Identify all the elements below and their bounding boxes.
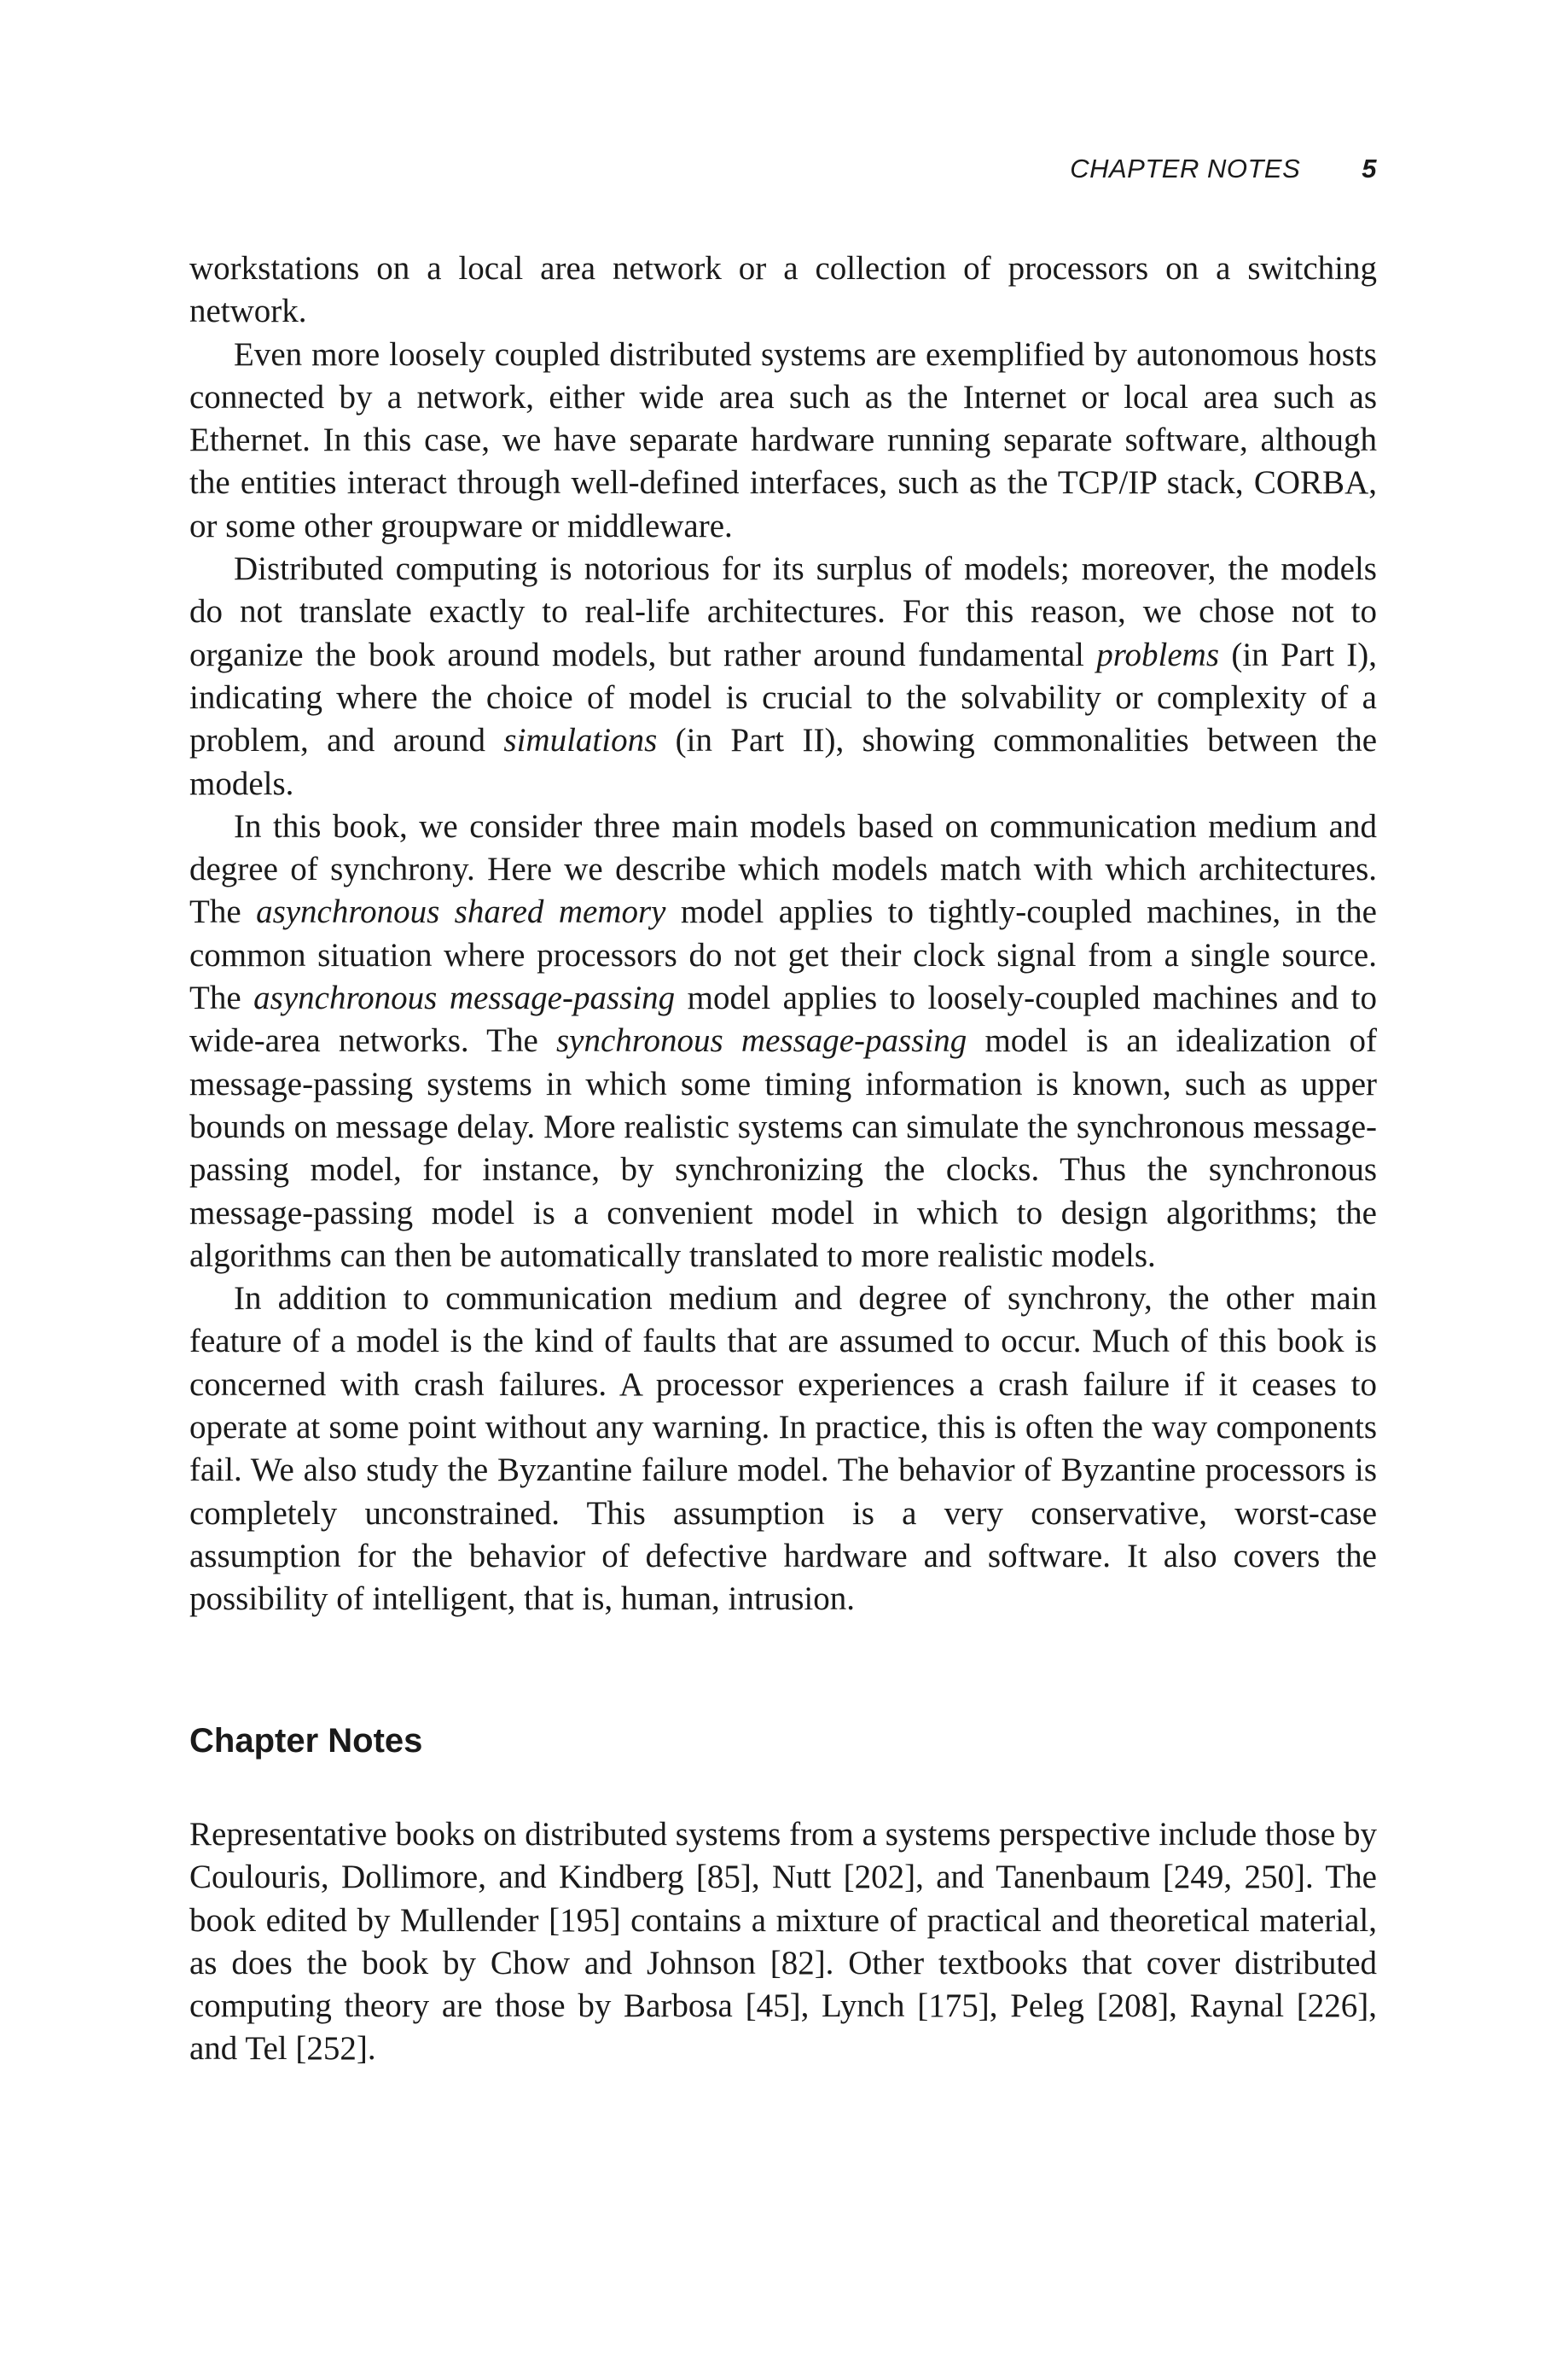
running-head [189,154,1377,184]
emphasis-async-shared-memory: asynchronous shared memory [256,893,666,931]
text-run: model applies to loosely-coupled machines and to wide-area networks. The [189,980,1377,1060]
text-run: In this book, we consider three main models based on communication medium and degree of synchrony. Here we describe which models match with which architectures. The [189,807,1377,931]
section-heading-chapter-notes: Chapter Notes [189,1722,423,1760]
emphasis-problems: problems [1096,636,1219,673]
text-run: model applies to tightly-coupled machines, in the common situation where processors do not get their clock signal from a single source. The [189,893,1377,1017]
paragraph-continuation: workstations on a local area network or a collection of processors on a switching network. [189,250,1377,330]
page-number: 5 [1362,154,1377,183]
text-run: (in Part II), showing commonalities between the models. [189,722,1378,802]
body-text [189,247,1377,1621]
paragraph-references: Representative books on distributed systems from a systems perspective include those by Coulouris, Dollimore, and Kindberg [85], Nutt [202], and Tanenbaum [249, 250]. The book edited by Mullender [195] contains a mixture of practical and theoretical material, as does the book by Chow and Johnson [82]. Other textbooks that cover distributed computing theory are those by Barbosa [45], Lynch [175], Peleg [208], Raynal [226], and Tel [252]. [189,1816,1377,2068]
paragraph-loosely-coupled: Even more loosely coupled distributed systems are exemplified by autonomous hosts connected by a network, either wide area such as the Internet or local area such as Ethernet. In this case, we have separate hardware running separate software, although the entities interact through well-defined interfaces, such as the TCP/IP stack, CORBA, or some other groupware or middleware. [189,335,1377,544]
paragraph-faults: In addition to communication medium and degree of synchrony, the other main feature of a model is the kind of faults that are assumed to occur. Much of this book is concerned with crash failures. A processor experiences a crash failure if it ceases to operate at some point without any warning. In practice, this is often the way components fail. We also study the Byzantine failure model. The behavior of Byzantine processors is completely unconstrained. This assumption is a very conservative, worst-case assumption for the behavior of defective hardware and software. It also covers the possibility of intelligent, that is, human, intrusion. [189,1280,1377,1618]
text-run: Distributed computing is notorious for its surplus of models; moreover, the models do not translate exactly to real-life architectures. For this reason, we chose not to organize the book around models, but rather around fundamental [189,550,1377,673]
emphasis-sync-message-passing: synchronous message-passing [556,1022,967,1060]
running-head-title: CHAPTER NOTES [1070,154,1301,183]
emphasis-async-message-passing: asynchronous message-passing [253,980,676,1017]
paragraph-three-models [189,806,1377,1277]
text-run: model is an idealization of message-passing systems in which some timing information is known, such as upper bounds on message delay. More realistic systems can simulate the synchronous message-passing model, for instance, by synchronizing the clocks. Thus the synchronous message-passing model is a convenient model in which to design algorithms; the algorithms can then be automatically translated to more realistic models. [189,1022,1377,1274]
paragraph-models [189,548,1377,806]
emphasis-simulations: simulations [503,722,658,759]
chapter-notes-text [189,1813,1377,2071]
text-run: (in Part I), indicating where the choice of model is crucial to the solvability or complexity of a problem, and around [189,636,1377,759]
